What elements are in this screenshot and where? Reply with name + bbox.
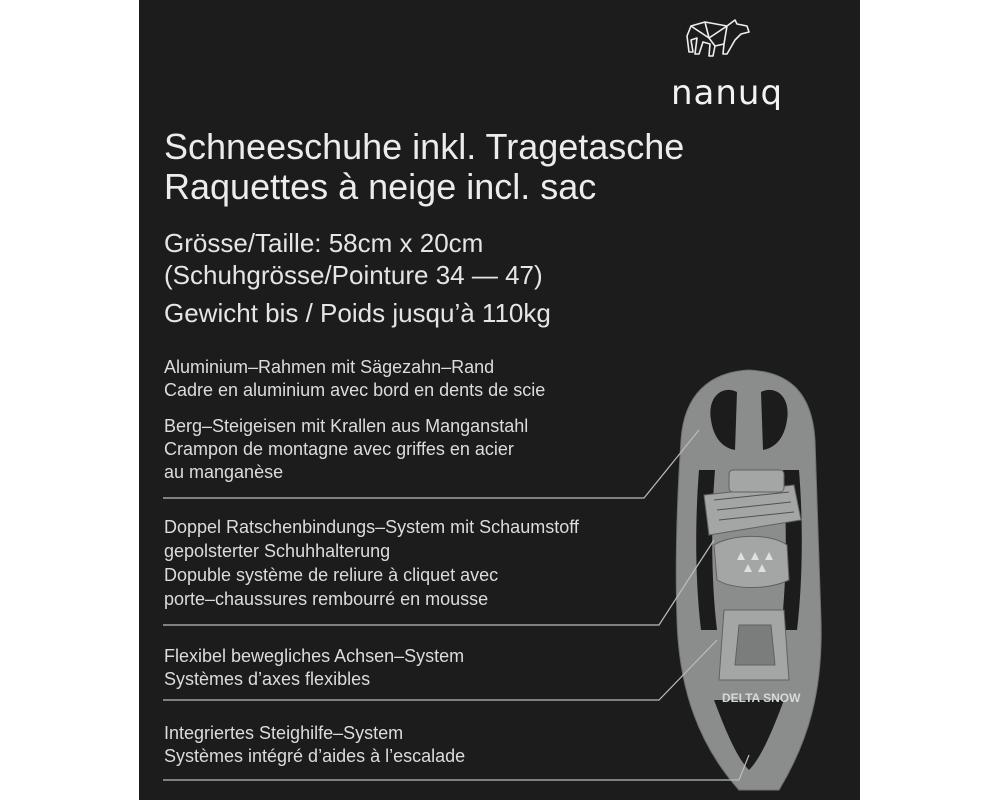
title-fr: Raquettes à neige incl. sac [164,166,597,207]
feature-crampon-fr-2: au manganèse [164,462,284,482]
feature-frame-de: Aluminium–Rahmen mit Sägezahn–Rand [164,357,495,377]
feature-axis-de: Flexibel bewegliches Achsen–System [164,646,465,666]
spec-weight: Gewicht bis / Poids jusqu’à 110kg [164,298,551,328]
feature-crampon-de: Berg–Steigeisen mit Krallen aus Manganstahl [164,416,529,436]
spec-shoe-size: (Schuhgrösse/Pointure 34 — 47) [164,260,543,290]
feature-climbing-fr: Systèmes intégré d’aides à l’escalade [164,746,466,766]
feature-crampon-fr-1: Crampon de montagne avec griffes en acier [164,439,514,459]
feature-frame-fr: Cadre en aluminium avec bord en dents de scie [164,380,546,400]
feature-axis-fr: Systèmes d’axes flexibles [164,669,371,689]
product-info-panel [139,0,860,800]
feature-binding-de-1: Doppel Ratschenbindungs–System mit Schaumstoff [164,517,579,537]
feature-binding-fr-2: porte–chaussures rembourré en mousse [164,589,489,609]
feature-climbing-de: Integriertes Steighilfe–System [164,723,404,743]
shoe-imprint: DELTA SNOW [722,691,801,705]
brand-logo [669,18,799,110]
brand-name: nanuq [671,73,784,110]
feature-binding-fr-1: Dopuble système de reliure à cliquet avec [164,565,499,585]
feature-binding-de-2: gepolsterter Schuhhalterung [164,541,391,561]
spec-size: Grösse/Taille: 58cm x 20cm [164,228,484,258]
title-de: Schneeschuhe inkl. Tragetasche [164,126,685,167]
polar-bear-icon [687,20,749,56]
